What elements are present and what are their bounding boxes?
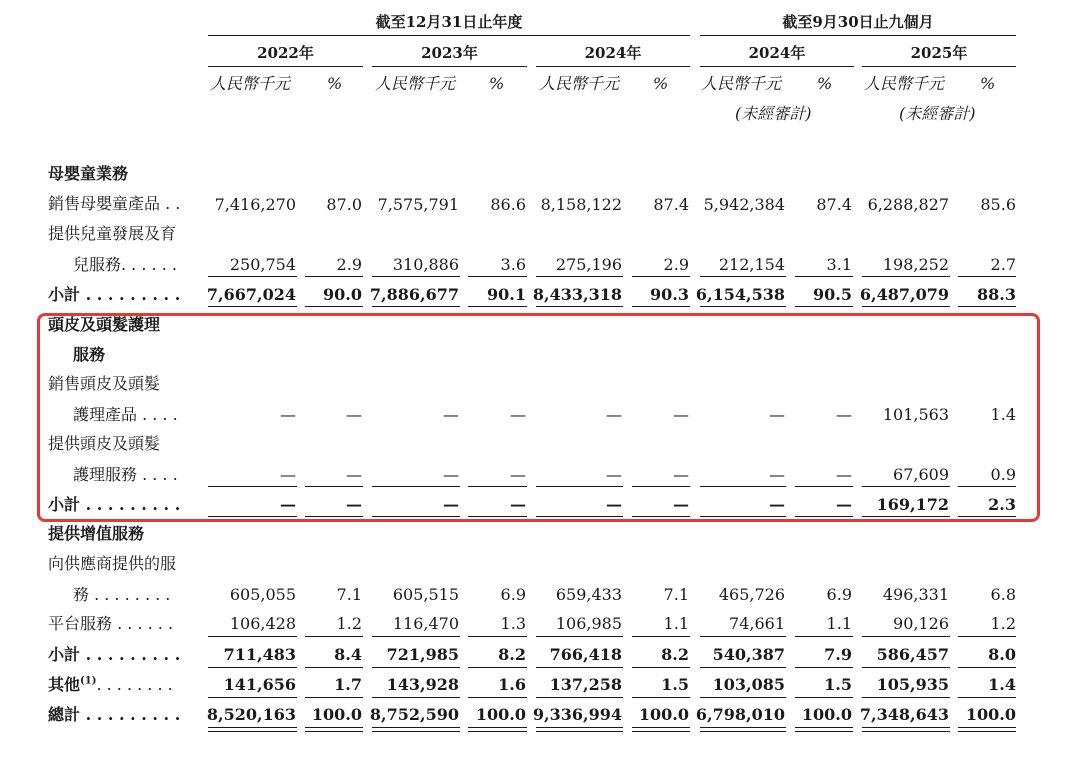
row-scalp-services-cell-2022-pct: — xyxy=(346,465,362,484)
rules-value-added-above-subtotal-2024-pct xyxy=(632,636,690,637)
row-child-dev-services-cell-2024nm-rmb: 212,154 xyxy=(718,255,785,274)
rules-scalp-above-subtotal-2024nm-rmb xyxy=(700,486,786,487)
row-maternal-products-cell-2024nm-pct: 87.4 xyxy=(816,195,852,214)
row-scalp-products-cell-2025nm-pct: 1.4 xyxy=(990,405,1016,424)
year-2024: 2024年 xyxy=(584,44,642,62)
year-rule-2023 xyxy=(372,66,527,67)
row-scalp-services-cell-2024nm-rmb: — xyxy=(769,465,785,484)
header-annual-group: 截至12月31日止年度 xyxy=(375,13,523,31)
rules-above-total-2023-pct xyxy=(468,697,527,698)
row-total-cell-2024-pct: 100.0 xyxy=(638,705,689,724)
row-value-added-subtotal-cell-2024nm-pct: 7.9 xyxy=(824,645,852,664)
row-platform-services-cell-2024-rmb: 106,985 xyxy=(555,614,622,633)
year-2024-nine-months: 2024年 xyxy=(748,44,806,62)
row-maternal-products-cell-2024-pct: 87.4 xyxy=(653,195,689,214)
rules-maternal-below-subtotal-2022-rmb xyxy=(208,306,297,307)
rules-scalp-below-subtotal-2025nm-pct xyxy=(958,516,1016,517)
rules-below-total-double-2022-pct xyxy=(305,727,363,732)
row-child-dev-services-cell-2025nm-rmb: 198,252 xyxy=(882,255,949,274)
row-label-maternal-products: 銷售母嬰童產品 . . xyxy=(48,194,181,213)
section-title-value-added: 提供增值服務 xyxy=(48,524,145,543)
row-others-cell-2024nm-rmb: 103,085 xyxy=(712,675,785,694)
row-maternal-products-cell-2025nm-pct: 85.6 xyxy=(980,195,1016,214)
row-platform-services-cell-2022-pct: 1.2 xyxy=(336,614,362,633)
rules-value-added-above-subtotal-2023-rmb xyxy=(372,636,460,637)
rules-scalp-below-subtotal-2022-rmb xyxy=(208,516,297,517)
rules-scalp-above-subtotal-2024-rmb xyxy=(536,486,623,487)
year-2022: 2022年 xyxy=(257,44,314,62)
rules-scalp-below-subtotal-2024-pct xyxy=(632,516,690,517)
row-label-scalp-services-line1: 提供頭皮及頭髮 xyxy=(48,434,161,453)
row-maternal-products-cell-2023-rmb: 7,575,791 xyxy=(377,195,459,214)
rules-value-added-above-subtotal-2024nm-pct xyxy=(795,636,853,637)
unit-pct-2024: % xyxy=(653,74,669,93)
row-scalp-subtotal-cell-2025nm-pct: 2.3 xyxy=(988,495,1016,514)
others-label-text: 其他 xyxy=(48,675,81,694)
others-label xyxy=(48,675,173,695)
row-total-cell-2022-rmb: 8,520,163 xyxy=(206,705,296,724)
section-title-scalp-line1: 頭皮及頭髮護理 xyxy=(48,315,161,334)
row-maternal-subtotal-cell-2022-rmb: 7,667,024 xyxy=(206,285,296,304)
row-total-cell-2023-rmb: 8,752,590 xyxy=(369,705,459,724)
row-child-dev-services-cell-2024-rmb: 275,196 xyxy=(555,255,622,274)
rules-scalp-below-subtotal-2022-pct xyxy=(305,516,363,517)
rules-scalp-below-subtotal-2024-rmb xyxy=(536,516,623,517)
row-scalp-products-cell-2024nm-rmb: — xyxy=(769,405,785,424)
rules-value-added-above-subtotal-2024nm-rmb xyxy=(700,636,786,637)
row-value-added-subtotal-cell-2023-rmb: 721,985 xyxy=(386,645,459,664)
row-child-dev-services-cell-2022-pct: 2.9 xyxy=(336,255,362,274)
section-title-maternal: 母嬰童業務 xyxy=(48,164,129,183)
rules-scalp-below-subtotal-2024nm-rmb xyxy=(700,516,786,517)
rules-value-added-below-subtotal-2024-rmb xyxy=(536,667,623,668)
rules-maternal-below-subtotal-2023-pct xyxy=(468,306,527,307)
row-total-cell-2024-rmb: 9,336,994 xyxy=(532,705,622,724)
rules-below-total-double-2025nm-rmb xyxy=(862,727,950,732)
rules-below-total-double-2022-rmb xyxy=(208,727,297,732)
row-supplier-services-cell-2023-pct: 6.9 xyxy=(500,585,526,604)
header-nine-months-rule xyxy=(700,35,1016,36)
row-value-added-subtotal-cell-2022-rmb: 711,483 xyxy=(223,645,296,664)
row-scalp-subtotal-cell-2025nm-rmb: 169,172 xyxy=(876,495,949,514)
row-scalp-products-cell-2023-pct: — xyxy=(510,405,526,424)
rules-scalp-below-subtotal-2024nm-pct xyxy=(795,516,853,517)
header-annual-rule xyxy=(208,35,690,36)
row-scalp-products-cell-2023-rmb: — xyxy=(443,405,459,424)
row-child-dev-services-cell-2024nm-pct: 3.1 xyxy=(826,255,852,274)
row-maternal-subtotal-cell-2025nm-pct: 88.3 xyxy=(977,285,1016,304)
rules-maternal-above-subtotal-2025nm-rmb xyxy=(862,276,950,277)
rules-above-total-2024nm-pct xyxy=(795,697,853,698)
rules-scalp-above-subtotal-2022-rmb xyxy=(208,486,297,487)
unit-pct-2023: % xyxy=(489,74,505,93)
rules-value-added-below-subtotal-2024nm-rmb xyxy=(700,667,786,668)
row-child-dev-services-cell-2025nm-pct: 2.7 xyxy=(990,255,1016,274)
unaudited-2025: (未經審計) xyxy=(899,104,976,123)
row-total-cell-2025nm-rmb: 7,348,643 xyxy=(859,705,949,724)
rules-value-added-below-subtotal-2022-rmb xyxy=(208,667,297,668)
rules-scalp-above-subtotal-2023-pct xyxy=(468,486,527,487)
row-platform-services-cell-2024nm-rmb: 74,661 xyxy=(729,614,785,633)
row-maternal-subtotal-cell-2025nm-rmb: 6,487,079 xyxy=(859,285,949,304)
row-scalp-services-cell-2023-pct: — xyxy=(510,465,526,484)
year-2025-nine-months: 2025年 xyxy=(910,44,968,62)
rules-maternal-below-subtotal-2025nm-rmb xyxy=(862,306,950,307)
row-supplier-services-cell-2025nm-pct: 6.8 xyxy=(990,585,1016,604)
rules-maternal-above-subtotal-2022-rmb xyxy=(208,276,297,277)
rules-value-added-below-subtotal-2025nm-pct xyxy=(958,667,1016,668)
subtotal-label-scalp: 小計 . . . . . . . . . xyxy=(48,495,181,514)
row-others-cell-2024-rmb: 137,258 xyxy=(549,675,622,694)
rules-scalp-below-subtotal-2023-rmb xyxy=(372,516,460,517)
unit-rmb-2024-nm: 人民幣千元 xyxy=(701,74,782,93)
row-supplier-services-cell-2024-pct: 7.1 xyxy=(663,585,689,604)
row-supplier-services-cell-2024nm-pct: 6.9 xyxy=(826,585,852,604)
row-value-added-subtotal-cell-2024-pct: 8.2 xyxy=(661,645,689,664)
row-supplier-services-cell-2025nm-rmb: 496,331 xyxy=(882,585,949,604)
row-maternal-products-cell-2024nm-rmb: 5,942,384 xyxy=(703,195,785,214)
header-nine-months-group: 截至9月30日止九個月 xyxy=(782,13,934,31)
row-platform-services-cell-2023-rmb: 116,470 xyxy=(392,614,459,633)
rules-above-total-2022-pct xyxy=(305,697,363,698)
rules-value-added-above-subtotal-2024-rmb xyxy=(536,636,623,637)
row-scalp-subtotal-cell-2023-pct: — xyxy=(510,495,526,514)
subtotal-label-value-added: 小計 . . . . . . . . . xyxy=(48,645,181,664)
unit-pct-2022: % xyxy=(327,74,343,93)
row-total-cell-2024nm-rmb: 6,798,010 xyxy=(695,705,785,724)
row-scalp-products-cell-2024-rmb: — xyxy=(606,405,622,424)
row-maternal-products-cell-2025nm-rmb: 6,288,827 xyxy=(867,195,949,214)
rules-value-added-above-subtotal-2025nm-rmb xyxy=(862,636,950,637)
row-scalp-services-cell-2025nm-rmb: 67,609 xyxy=(893,465,949,484)
row-scalp-subtotal-cell-2024nm-rmb: — xyxy=(769,495,785,514)
total-label: 總計 . . . . . . . . . xyxy=(48,705,181,724)
row-scalp-services-cell-2024-rmb: — xyxy=(606,465,622,484)
rules-maternal-above-subtotal-2024-rmb xyxy=(536,276,623,277)
row-value-added-subtotal-cell-2023-pct: 8.2 xyxy=(498,645,526,664)
row-supplier-services-cell-2022-pct: 7.1 xyxy=(336,585,362,604)
row-total-cell-2023-pct: 100.0 xyxy=(475,705,526,724)
row-scalp-subtotal-cell-2024-rmb: — xyxy=(606,495,622,514)
row-value-added-subtotal-cell-2022-pct: 8.4 xyxy=(334,645,362,664)
rules-value-added-below-subtotal-2024-pct xyxy=(632,667,690,668)
rules-value-added-below-subtotal-2023-rmb xyxy=(372,667,460,668)
rules-maternal-above-subtotal-2024-pct xyxy=(632,276,690,277)
row-label-scalp-services-line2: 護理服務 . . . . xyxy=(73,465,178,484)
rules-maternal-above-subtotal-2024nm-rmb xyxy=(700,276,786,277)
rules-value-added-below-subtotal-2023-pct xyxy=(468,667,527,668)
row-scalp-products-cell-2022-pct: — xyxy=(346,405,362,424)
row-maternal-subtotal-cell-2024nm-rmb: 6,154,538 xyxy=(695,285,785,304)
rules-scalp-above-subtotal-2022-pct xyxy=(305,486,363,487)
row-maternal-products-cell-2024-rmb: 8,158,122 xyxy=(540,195,622,214)
row-maternal-products-cell-2022-rmb: 7,416,270 xyxy=(214,195,296,214)
row-supplier-services-cell-2023-rmb: 605,515 xyxy=(392,585,459,604)
rules-maternal-below-subtotal-2024nm-pct xyxy=(795,306,853,307)
row-platform-services-cell-2024nm-pct: 1.1 xyxy=(826,614,852,633)
row-scalp-subtotal-cell-2023-rmb: — xyxy=(443,495,459,514)
rules-maternal-below-subtotal-2023-rmb xyxy=(372,306,460,307)
year-rule-2022 xyxy=(208,66,363,67)
rules-maternal-above-subtotal-2023-rmb xyxy=(372,276,460,277)
rules-scalp-below-subtotal-2025nm-rmb xyxy=(862,516,950,517)
unit-rmb-2022: 人民幣千元 xyxy=(210,74,291,93)
rules-value-added-below-subtotal-2024nm-pct xyxy=(795,667,853,668)
row-total-cell-2024nm-pct: 100.0 xyxy=(801,705,852,724)
row-others-cell-2025nm-rmb: 105,935 xyxy=(876,675,949,694)
rules-maternal-below-subtotal-2024-pct xyxy=(632,306,690,307)
row-label-child-dev-line2: 兒服務. . . . . . xyxy=(73,255,177,274)
rules-scalp-above-subtotal-2025nm-rmb xyxy=(862,486,950,487)
row-maternal-subtotal-cell-2023-rmb: 7,886,677 xyxy=(369,285,459,304)
rules-scalp-below-subtotal-2023-pct xyxy=(468,516,527,517)
section-title-scalp-line2: 服務 xyxy=(73,345,106,364)
rules-below-total-double-2024nm-pct xyxy=(795,727,853,732)
row-child-dev-services-cell-2022-rmb: 250,754 xyxy=(229,255,296,274)
subtotal-label-maternal: 小計 . . . . . . . . . xyxy=(48,285,181,304)
rules-maternal-below-subtotal-2022-pct xyxy=(305,306,363,307)
row-scalp-services-cell-2023-rmb: — xyxy=(443,465,459,484)
rules-maternal-below-subtotal-2025nm-pct xyxy=(958,306,1016,307)
rules-maternal-above-subtotal-2024nm-pct xyxy=(795,276,853,277)
rules-scalp-above-subtotal-2024nm-pct xyxy=(795,486,853,487)
row-scalp-subtotal-cell-2022-pct: — xyxy=(346,495,362,514)
row-others-cell-2024-pct: 1.5 xyxy=(661,675,689,694)
rules-value-added-above-subtotal-2023-pct xyxy=(468,636,527,637)
row-child-dev-services-cell-2023-pct: 3.6 xyxy=(500,255,526,274)
rules-below-total-double-2025nm-pct xyxy=(958,727,1016,732)
row-supplier-services-cell-2024-rmb: 659,433 xyxy=(555,585,622,604)
row-child-dev-services-cell-2023-rmb: 310,886 xyxy=(392,255,459,274)
row-label-platform-services: 平台服務 . . . . . . xyxy=(48,614,174,633)
row-platform-services-cell-2024-pct: 1.1 xyxy=(663,614,689,633)
rules-below-total-double-2024-rmb xyxy=(536,727,623,732)
row-value-added-subtotal-cell-2025nm-rmb: 586,457 xyxy=(876,645,949,664)
row-supplier-services-cell-2022-rmb: 605,055 xyxy=(229,585,296,604)
rules-above-total-2024nm-rmb xyxy=(700,697,786,698)
rules-scalp-above-subtotal-2023-rmb xyxy=(372,486,460,487)
year-rule-2024 xyxy=(536,66,690,67)
rules-scalp-above-subtotal-2025nm-pct xyxy=(958,486,1016,487)
row-label-supplier-services-line1: 向供應商提供的服 xyxy=(48,554,177,573)
row-supplier-services-cell-2024nm-rmb: 465,726 xyxy=(718,585,785,604)
row-value-added-subtotal-cell-2024nm-rmb: 540,387 xyxy=(712,645,785,664)
rules-maternal-above-subtotal-2022-pct xyxy=(305,276,363,277)
row-total-cell-2025nm-pct: 100.0 xyxy=(965,705,1016,724)
row-maternal-subtotal-cell-2022-pct: 90.0 xyxy=(323,285,362,304)
row-others-cell-2022-rmb: 141,656 xyxy=(223,675,296,694)
rules-value-added-below-subtotal-2025nm-rmb xyxy=(862,667,950,668)
year-2023: 2023年 xyxy=(421,44,478,62)
row-others-cell-2025nm-pct: 1.4 xyxy=(988,675,1016,694)
year-rule-2025-nm xyxy=(862,66,1016,67)
row-value-added-subtotal-cell-2024-rmb: 766,418 xyxy=(549,645,622,664)
row-maternal-products-cell-2022-pct: 87.0 xyxy=(326,195,362,214)
rules-above-total-2024-pct xyxy=(632,697,690,698)
row-value-added-subtotal-cell-2025nm-pct: 8.0 xyxy=(988,645,1016,664)
others-label-dots: . . . . . . . . xyxy=(96,675,173,694)
unaudited-2024: (未經審計) xyxy=(735,104,812,123)
rules-above-total-2025nm-pct xyxy=(958,697,1016,698)
row-maternal-subtotal-cell-2023-pct: 90.1 xyxy=(487,285,526,304)
row-scalp-services-cell-2024nm-pct: — xyxy=(836,465,852,484)
row-scalp-products-cell-2022-rmb: — xyxy=(280,405,296,424)
rules-above-total-2023-rmb xyxy=(372,697,460,698)
rules-below-total-double-2024nm-rmb xyxy=(700,727,786,732)
unit-rmb-2023: 人民幣千元 xyxy=(375,74,456,93)
rules-below-total-double-2023-rmb xyxy=(372,727,460,732)
row-label-scalp-products-line1: 銷售頭皮及頭髮 xyxy=(48,374,161,393)
rules-value-added-above-subtotal-2025nm-pct xyxy=(958,636,1016,637)
row-others-cell-2023-rmb: 143,928 xyxy=(386,675,459,694)
rules-maternal-above-subtotal-2023-pct xyxy=(468,276,527,277)
row-scalp-subtotal-cell-2024nm-pct: — xyxy=(836,495,852,514)
unit-pct-2025-nm: % xyxy=(980,74,996,93)
row-scalp-subtotal-cell-2024-pct: — xyxy=(673,495,689,514)
row-scalp-services-cell-2022-rmb: — xyxy=(280,465,296,484)
unit-rmb-2024: 人民幣千元 xyxy=(539,74,620,93)
row-platform-services-cell-2025nm-rmb: 90,126 xyxy=(893,614,949,633)
rules-below-total-double-2023-pct xyxy=(468,727,527,732)
row-maternal-subtotal-cell-2024nm-pct: 90.5 xyxy=(813,285,852,304)
row-others-cell-2022-pct: 1.7 xyxy=(334,675,362,694)
row-scalp-services-cell-2025nm-pct: 0.9 xyxy=(990,465,1016,484)
row-scalp-products-cell-2024nm-pct: — xyxy=(836,405,852,424)
row-platform-services-cell-2023-pct: 1.3 xyxy=(500,614,526,633)
unit-rmb-2025-nm: 人民幣千元 xyxy=(864,74,945,93)
row-scalp-products-cell-2024-pct: — xyxy=(673,405,689,424)
rules-above-total-2025nm-rmb xyxy=(862,697,950,698)
others-footnote-ref: (1) xyxy=(80,675,97,687)
row-platform-services-cell-2022-rmb: 106,428 xyxy=(229,614,296,633)
row-child-dev-services-cell-2024-pct: 2.9 xyxy=(663,255,689,274)
rules-below-total-double-2024-pct xyxy=(632,727,690,732)
row-others-cell-2024nm-pct: 1.5 xyxy=(824,675,852,694)
row-others-cell-2023-pct: 1.6 xyxy=(498,675,526,694)
row-scalp-services-cell-2024-pct: — xyxy=(673,465,689,484)
row-scalp-subtotal-cell-2022-rmb: — xyxy=(280,495,296,514)
rules-maternal-below-subtotal-2024nm-rmb xyxy=(700,306,786,307)
row-maternal-products-cell-2023-pct: 86.6 xyxy=(490,195,526,214)
rules-value-added-below-subtotal-2022-pct xyxy=(305,667,363,668)
rules-scalp-above-subtotal-2024-pct xyxy=(632,486,690,487)
rules-maternal-above-subtotal-2025nm-pct xyxy=(958,276,1016,277)
rules-maternal-below-subtotal-2024-rmb xyxy=(536,306,623,307)
rules-above-total-2024-rmb xyxy=(536,697,623,698)
rules-value-added-above-subtotal-2022-rmb xyxy=(208,636,297,637)
unit-pct-2024-nm: % xyxy=(817,74,833,93)
row-total-cell-2022-pct: 100.0 xyxy=(311,705,362,724)
row-scalp-products-cell-2025nm-rmb: 101,563 xyxy=(882,405,949,424)
row-label-child-dev-line1: 提供兒童發展及育 xyxy=(48,224,177,243)
rules-above-total-2022-rmb xyxy=(208,697,297,698)
row-maternal-subtotal-cell-2024-rmb: 8,433,318 xyxy=(532,285,622,304)
row-label-scalp-products-line2: 護理產品 . . . . xyxy=(73,405,178,424)
year-rule-2024-nm xyxy=(700,66,854,67)
rules-value-added-above-subtotal-2022-pct xyxy=(305,636,363,637)
row-label-supplier-services-line2: 務 . . . . . . . . xyxy=(73,585,171,604)
row-maternal-subtotal-cell-2024-pct: 90.3 xyxy=(650,285,689,304)
row-platform-services-cell-2025nm-pct: 1.2 xyxy=(990,614,1016,633)
